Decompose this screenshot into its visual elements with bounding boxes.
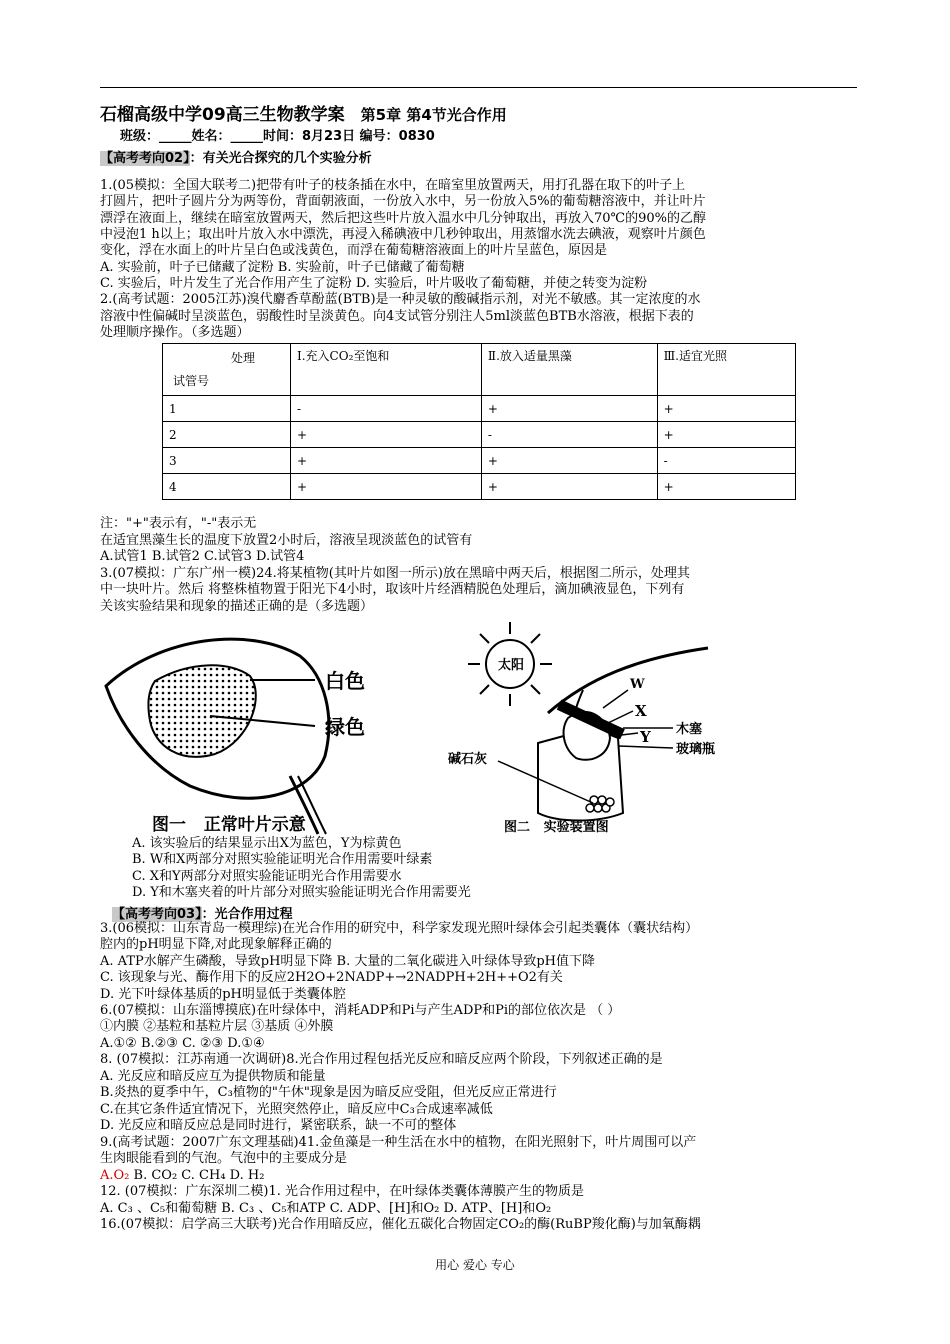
corner-top-label: 处理 xyxy=(231,351,256,365)
table-cell: + xyxy=(291,474,482,500)
section-heading-02 xyxy=(100,147,372,166)
table-header: Ⅲ.适宜光照 xyxy=(657,344,795,396)
q1-line: 中浸泡1 h以上；取出叶片放入水中漂洗，再浸入稀碘液中几秒钟取出，用蒸馏水洗去碘液，观察叶片颜色 xyxy=(100,227,706,242)
table-cell: + xyxy=(481,396,657,422)
q2-line: 在适宜黑藻生长的温度下放置2小时后，溶液呈现淡蓝色的试管有 xyxy=(100,533,473,548)
q9-answer-a: A.O₂ xyxy=(100,1168,130,1183)
experiment-table xyxy=(162,343,796,500)
q8-option: C.在其它条件适宜情况下，光照突然停止，暗反应中C₃合成速率减低 xyxy=(100,1102,493,1117)
q8-option: A. 光反应和暗反应互为提供物质和能量 xyxy=(100,1069,326,1084)
q1-option: C. 实验后，叶片发生了光合作用产生了淀粉 D. 实验后，叶片吸收了葡萄糖，并使之转变为淀粉 xyxy=(100,276,648,291)
soda-lime-granules xyxy=(586,796,614,812)
section-title: ：有关光合探究的几个实验分析 xyxy=(189,151,372,166)
label-green: 绿色 xyxy=(325,715,365,739)
q4-option: C. 该现象与光、酶作用下的反应2H2O+2NADP+→2NADPH+2H++O2有关 xyxy=(100,970,563,985)
table-cell: 1 xyxy=(163,396,291,422)
q6-line: ①内膜 ②基粒和基粒片层 ③基质 ④外膜 xyxy=(100,1019,334,1034)
label-x: X xyxy=(635,702,647,720)
table-header: Ⅱ.放入适量黑藻 xyxy=(481,344,657,396)
q3-line: 3.(07模拟：广东广州一模)24.将某植物(其叶片如图一所示)放在黑暗中两天后，根据图二所示，处理其 xyxy=(100,566,690,581)
q3-option: D. Y和木塞夹着的叶片部分对照实验能证明光合作用需要光 xyxy=(132,885,471,900)
table-header: Ⅰ.充入CO₂至饱和 xyxy=(291,344,482,396)
q2-note: 注："+"表示有，"-"表示无 xyxy=(100,516,257,531)
q1-line: 1.(05模拟：全国大联考二)把带有叶子的枝条插在水中，在暗室里放置两天，用打孔器在取下的叶子上 xyxy=(100,178,686,193)
table-cell: - xyxy=(291,396,482,422)
q2-line: 溶液中性偏碱时呈淡蓝色，弱酸性时呈淡黄色。向4支试管分别注人5ml淡蓝色BTB水溶液，根据下表的 xyxy=(100,309,694,324)
q1-line: 打圆片，把叶子圆片分为两等份，背面朝液面，一份放入水中，另一份放入5%的葡萄糖溶液中，并让叶片 xyxy=(100,194,706,209)
q8-option: B.炎热的夏季中午，C₃植物的"午休"现象是因为暗反应受阻，但光反应正常进行 xyxy=(100,1085,557,1100)
q8-line: 8. (07模拟：江苏南通一次调研)8.光合作用过程包括光反应和暗反应两个阶段，下列叙述正确的是 xyxy=(100,1052,663,1067)
table-row xyxy=(163,396,796,422)
q6-options: A.①② B.②③ C. ②③ D.①④ xyxy=(100,1036,265,1051)
label-w: W xyxy=(630,677,645,692)
header-rule xyxy=(100,87,857,88)
label-bottle: 玻璃瓶 xyxy=(676,742,716,757)
q16-line: 16.(07模拟：启学高三大联考)光合作用暗反应，催化五碳化合物固定CO₂的酶(RuBP羧化酶)与加氧酶耦 xyxy=(100,1217,701,1232)
table-cell: + xyxy=(481,448,657,474)
table-cell: - xyxy=(657,448,795,474)
figure-1-caption: 图一 正常叶片示意 xyxy=(152,815,306,835)
class-info: 班级：_____姓名：_____时间：8月23日 编号：0830 xyxy=(120,129,435,144)
q8-option: D. 光反应和暗反应总是同时进行，紧密联系，缺一不可的整体 xyxy=(100,1118,457,1133)
q3-line: 关该实验结果和现象的描述正确的是（多选题） xyxy=(100,599,374,614)
q3-option: A. 该实验后的结果显示出X为蓝色，Y为棕黄色 xyxy=(132,836,402,851)
chapter-title: 第5章 第4节光合作用 xyxy=(360,106,507,124)
page-footer: 用心 爱心 专心 xyxy=(435,1258,515,1272)
x-pointer xyxy=(608,711,633,723)
q12-options: A. C₃ 、C₅和葡萄糖 B. C₃ 、C₅和ATP C. ADP、[H]和O₂ D. ATP、[H]和O₂ xyxy=(100,1201,552,1216)
table-row xyxy=(163,448,796,474)
figure-2-apparatus xyxy=(418,618,718,838)
label-white: 白色 xyxy=(325,669,365,693)
q2-line: 处理顺序操作。（多选题） xyxy=(100,325,250,340)
q9-line: 生肉眼能看到的气泡。气泡中的主要成分是 xyxy=(100,1151,348,1166)
q3-option: B. W和X两部分对照实验能证明光合作用需要叶绿素 xyxy=(132,852,433,867)
section-tag: 【高考考向02】 xyxy=(100,151,190,166)
q2-line: 2.(高考试题：2005江苏)溴代麝香草酚蓝(BTB)是一种灵敏的酸碱指示剂，对光不敏感。其一定浓度的水 xyxy=(100,292,701,307)
q9-line: 9.(高考试题：2007广东文理基础)41.金鱼藻是一种生活在水中的植物，在阳光照射下，叶片周围可以产 xyxy=(100,1135,697,1150)
q3-line: 中一块叶片。然后 将整株植物置于阳光下4小时，取该叶片经酒精脱色处理后，滴加碘液显色，下列有 xyxy=(100,582,685,597)
section-tag: 【高考考向03】 xyxy=(112,907,202,922)
q3-option: C. X和Y两部分对照实验能证明光合作用需要水 xyxy=(132,869,402,884)
section-heading-03 xyxy=(112,903,293,922)
q12-line: 12. (07模拟：广东深圳二模)1. 光合作用过程中，在叶绿体类囊体薄膜产生的物质是 xyxy=(100,1184,585,1199)
table-cell: + xyxy=(291,422,482,448)
q4-option: A. ATP水解产生磷酸，导致pH明显下降 B. 大量的二氧化碳进入叶绿体导致pH值下降 xyxy=(100,954,596,969)
section-title: ：光合作用过程 xyxy=(201,907,293,922)
table-cell: + xyxy=(481,474,657,500)
q9-other-options: B. CO₂ C. CH₄ D. H₂ xyxy=(129,1168,265,1183)
table-cell: - xyxy=(481,422,657,448)
q1-line: 变化，浮在水面上的叶片呈白色或浅黄色，而浮在葡萄糖溶液面上的叶片呈蓝色，原因是 xyxy=(100,243,608,258)
table-row xyxy=(163,422,796,448)
table-row xyxy=(163,474,796,500)
bottle-pointer xyxy=(618,746,673,748)
w-pointer xyxy=(603,690,628,708)
q4-line: 腔内的pH明显下降,对此现象解释正确的 xyxy=(100,937,332,952)
school-title: 石榴高级中学09高三生物教学案 xyxy=(100,105,345,125)
sun-label: 太阳 xyxy=(498,658,525,673)
figure-2-caption: 图二 实验装置图 xyxy=(504,820,609,835)
q1-option: A. 实验前，叶子已储藏了淀粉 B. 实验前，叶子已储藏了葡萄糖 xyxy=(100,260,465,275)
table-cell: 2 xyxy=(163,422,291,448)
table-cell: 4 xyxy=(163,474,291,500)
corner-bottom-label: 试管号 xyxy=(173,374,210,388)
table-corner xyxy=(163,344,291,396)
q1-line: 漂浮在液面上，继续在暗室放置两天，然后把这些叶片放入温水中几分钟取出，再放入70℃的90%的乙醇 xyxy=(100,211,706,226)
label-y: Y xyxy=(640,728,651,746)
label-soda-lime: 碱石灰 xyxy=(448,752,488,767)
q6-line: 6.(07模拟：山东淄博摸底)在叶绿体中，消耗ADP和Pi与产生ADP和Pi的部位依次是 （ ） xyxy=(100,1003,621,1018)
figure-1-leaf xyxy=(100,636,400,836)
page-title xyxy=(100,100,507,125)
q9-options xyxy=(100,1168,264,1184)
table-cell: + xyxy=(291,448,482,474)
q4-option: D. 光下叶绿体基质的pH明显低于类囊体腔 xyxy=(100,987,346,1002)
q4-line: 3.(06模拟：山东青岛一模理综)在光合作用的研究中，科学家发现光照叶绿体会引起类囊体（囊状结构） xyxy=(100,921,699,936)
table-cell: + xyxy=(657,396,795,422)
label-cork: 木塞 xyxy=(676,722,703,737)
table-cell: + xyxy=(657,474,795,500)
table-cell: + xyxy=(657,422,795,448)
table-cell: 3 xyxy=(163,448,291,474)
branch xyxy=(548,648,708,713)
q2-options: A.试管1 B.试管2 C.试管3 D.试管4 xyxy=(100,549,305,564)
